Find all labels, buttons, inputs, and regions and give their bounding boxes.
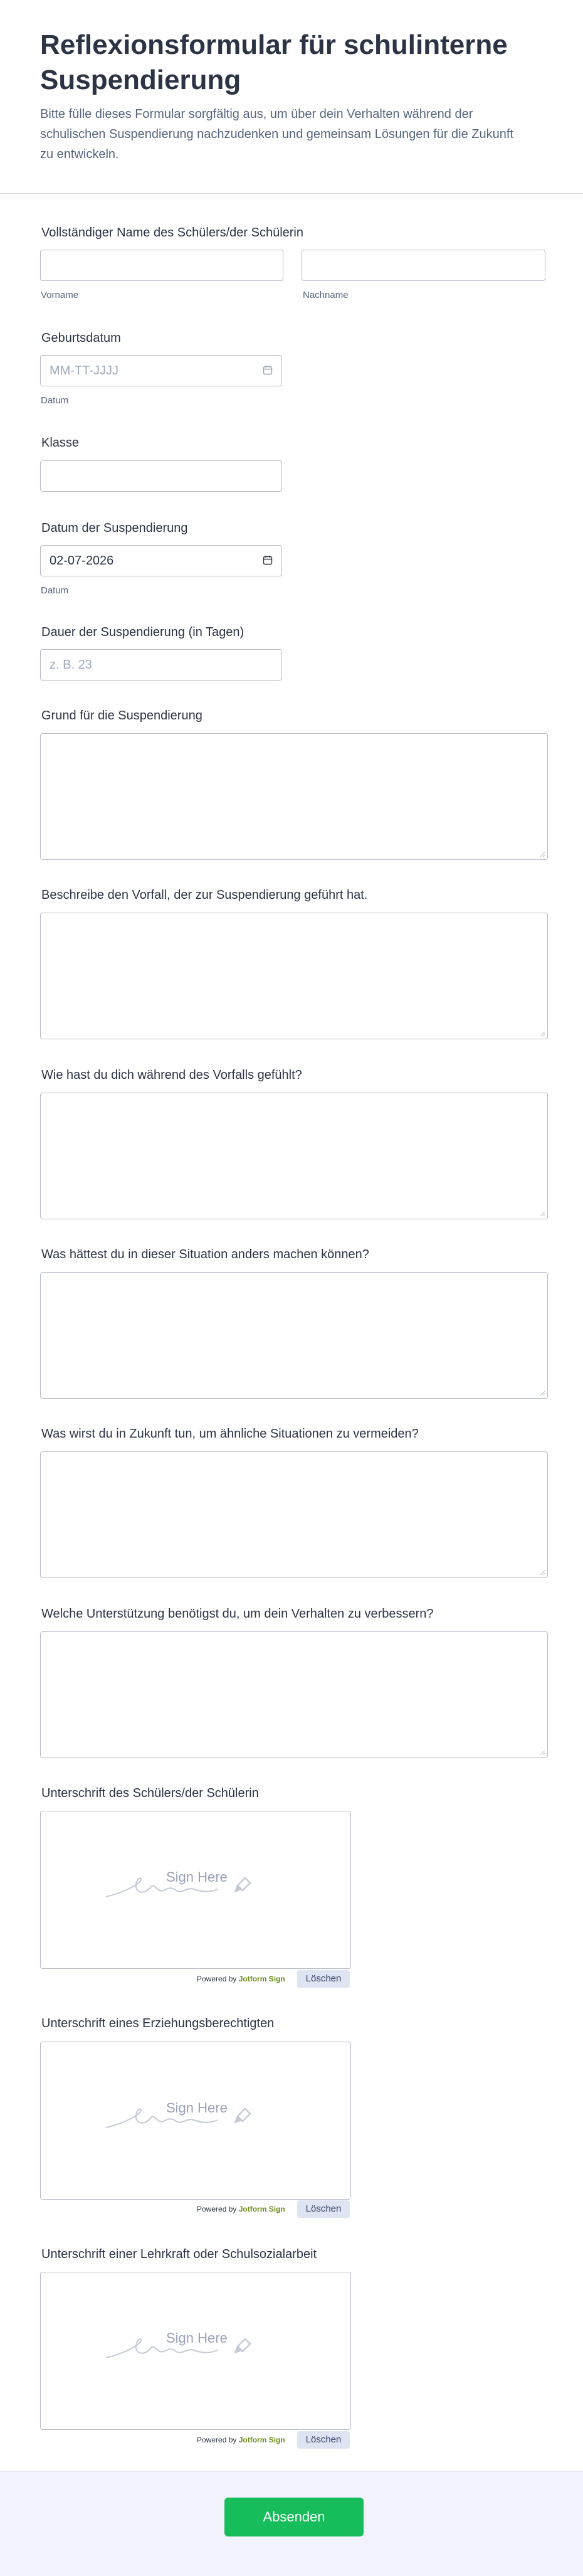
klasse-label: Klasse — [41, 436, 80, 450]
question-label: Wie hast du dich während des Vorfalls gefühlt? — [41, 1068, 302, 1082]
sign-here-placeholder: Sign Here — [166, 2330, 228, 2346]
first-name-sublabel: Vorname — [41, 290, 79, 300]
powered-brand: Jotform Sign — [238, 1974, 285, 1983]
clear-signature-button[interactable]: Löschen — [297, 2431, 350, 2449]
question-label: Was wirst du in Zukunft tun, um ähnliche Situationen zu vermeiden? — [41, 1427, 419, 1441]
question-label: Was hättest du in dieser Situation anders machen können? — [41, 1248, 369, 1261]
name-label: Vollständiger Name des Schülers/der Schülerin — [41, 226, 303, 240]
suspension-date-label: Datum der Suspendierung — [41, 521, 188, 535]
powered-prefix: Powered by — [197, 1974, 237, 1983]
powered-by-text — [197, 2205, 285, 2213]
submit-button[interactable]: Absenden — [224, 2498, 364, 2536]
resize-grip-icon[interactable] — [539, 1211, 545, 1217]
feelings-textarea[interactable] — [40, 1093, 548, 1219]
resize-grip-icon[interactable] — [539, 851, 545, 857]
duration-placeholder: z. B. 23 — [50, 658, 92, 672]
form-subtitle: Bitte fülle dieses Formular sorgfältig aus, um über dein Verhalten während der schulischen Suspendierung nachzudenken und gemeinsam Lösungen für die Zukunft zu entwickeln. — [40, 107, 513, 161]
form-title: Reflexionsformular für schulinterne Suspendierung — [40, 29, 508, 95]
signature-pad-teacher[interactable] — [40, 2272, 351, 2430]
incident-textarea[interactable] — [40, 913, 548, 1039]
suspension-date-input[interactable] — [40, 545, 282, 576]
signature-pad-student[interactable] — [40, 1811, 351, 1969]
calendar-icon[interactable] — [263, 365, 273, 375]
suspension-date-value: 02-07-2026 — [50, 554, 114, 568]
birthdate-input[interactable] — [40, 355, 282, 386]
suspension-date-sublabel: Datum — [41, 585, 69, 596]
signature-scribble-icon — [103, 2099, 279, 2136]
powered-prefix: Powered by — [197, 2436, 237, 2444]
support-textarea[interactable] — [40, 1631, 548, 1758]
resize-grip-icon[interactable] — [539, 1390, 545, 1396]
resize-grip-icon[interactable] — [539, 1569, 545, 1576]
signature-label: Unterschrift einer Lehrkraft oder Schulsozialarbeit — [41, 2247, 317, 2261]
alternative-textarea[interactable] — [40, 1272, 548, 1399]
first-name-input[interactable] — [40, 250, 283, 281]
birthdate-sublabel: Datum — [41, 395, 69, 406]
duration-label: Dauer der Suspendierung (in Tagen) — [41, 625, 244, 639]
question-label: Grund für die Suspendierung — [41, 709, 202, 723]
sign-here-placeholder: Sign Here — [166, 1869, 228, 1885]
klasse-input[interactable] — [40, 460, 282, 492]
sign-here-placeholder: Sign Here — [166, 2100, 228, 2116]
powered-prefix: Powered by — [197, 2205, 237, 2213]
duration-input[interactable] — [40, 649, 282, 681]
powered-by-text — [197, 1974, 285, 1983]
powered-brand: Jotform Sign — [238, 2436, 285, 2444]
signature-scribble-icon — [103, 2329, 279, 2367]
signature-pad-guardian[interactable] — [40, 2042, 351, 2200]
question-label: Welche Unterstützung benötigst du, um dein Verhalten zu verbessern? — [41, 1607, 434, 1621]
future-textarea[interactable] — [40, 1451, 548, 1578]
last-name-sublabel: Nachname — [303, 290, 349, 300]
reason-textarea[interactable] — [40, 733, 548, 860]
powered-brand: Jotform Sign — [238, 2205, 285, 2213]
signature-label: Unterschrift eines Erziehungsberechtigten — [41, 2017, 275, 2030]
birthdate-placeholder: MM-TT-JJJJ — [50, 364, 118, 378]
resize-grip-icon[interactable] — [539, 1749, 545, 1756]
birthdate-label: Geburtsdatum — [41, 331, 121, 345]
form-header — [0, 0, 583, 194]
resize-grip-icon[interactable] — [539, 1031, 545, 1037]
clear-signature-button[interactable]: Löschen — [297, 2200, 350, 2218]
clear-signature-button[interactable]: Löschen — [297, 1970, 350, 1988]
signature-scribble-icon — [103, 1868, 279, 1905]
signature-label: Unterschrift des Schülers/der Schülerin — [41, 1786, 259, 1800]
question-label: Beschreibe den Vorfall, der zur Suspendierung geführt hat. — [41, 888, 368, 902]
powered-by-text — [197, 2436, 285, 2444]
last-name-input[interactable] — [302, 250, 545, 281]
calendar-icon[interactable] — [263, 555, 273, 565]
